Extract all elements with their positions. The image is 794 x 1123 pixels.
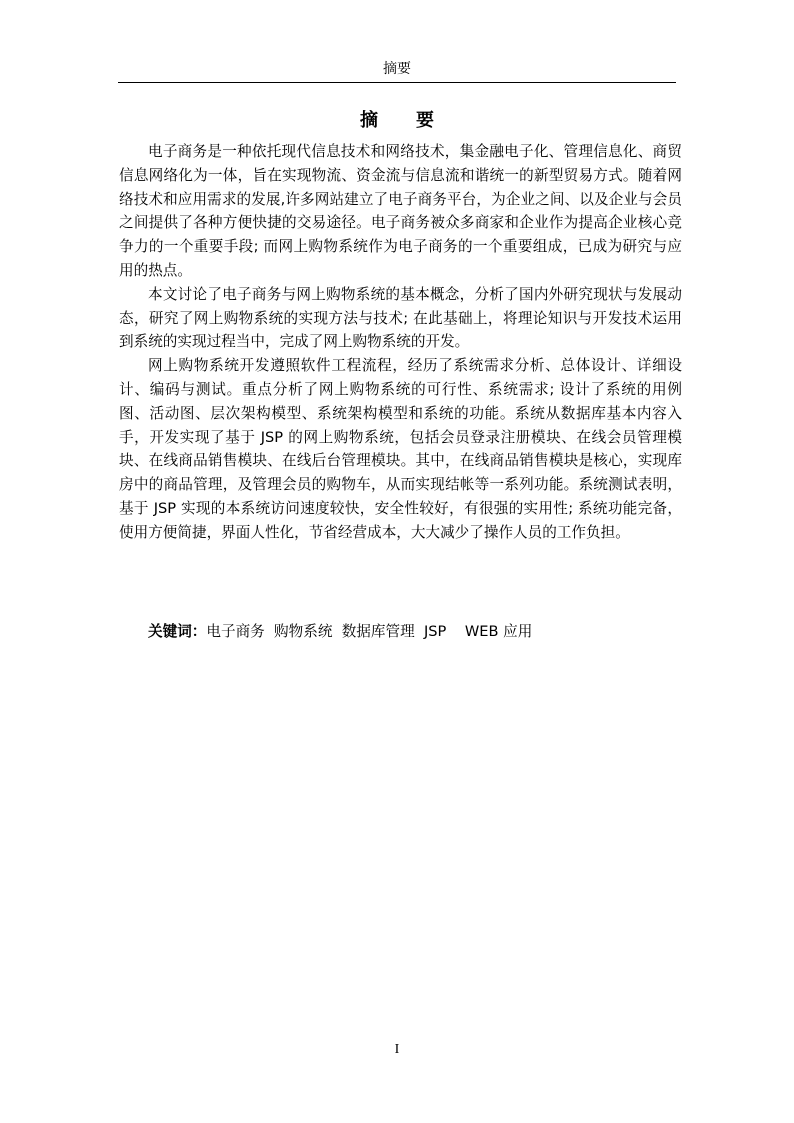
page-number: I [394, 1042, 400, 1057]
abstract-body [119, 140, 682, 545]
keywords-value: 电子商务 购物系统 数据库管理 JSP WEB 应用 [206, 623, 533, 640]
abstract-paragraph-3: 网上购物系统开发遵照软件工程流程，经历了系统需求分析、总体设计、详细设计、编码与测试。重点分析了网上购物系统的可行性、系统需求; 设计了系统的用例图、活动图、层次架构模型、系统架构模型和系统的功能。系统从数据库基本内容入手，开发实现了基于 JSP 的网上购物系统，包括会员登录注册模块、在线会员管理模块、在线商品销售模块、在线后台管理模块。其中，在线商品销售模块是核心，实现库房中的商品管理，及管理会员的购物车，从而实现结帐等一系列功能。系统测试表明，基于 JSP 实现的本系统访问速度较快，安全性较好，有很强的实用性; 系统功能完备，使用方便简捷，界面人性化，节省经营成本，大大减少了操作人员的工作负担。 [119, 357, 682, 541]
abstract-paragraph-1: 电子商务是一种依托现代信息技术和网络技术，集金融电子化、管理信息化、商贸信息网络化为一体，旨在实现物流、资金流与信息流和谐统一的新型贸易方式。随着网络技术和应用需求的发展,许多网站建立了电子商务平台，为企业之间、以及企业与会员之间提供了各种方便快捷的交易途径。电子商务被众多商家和企业作为提高企业核心竞争力的一个重要手段; 而网上购物系统作为电子商务的一个重要组成，已成为研究与应用的热点。 [119, 143, 682, 279]
running-header: 摘要 [383, 61, 411, 77]
title-char-2: 要 [416, 110, 434, 131]
page-title [0, 106, 794, 132]
abstract-paragraph-2: 本文讨论了电子商务与网上购物系统的基本概念，分析了国内外研究现状与发展动态，研究了网上购物系统的实现方法与技术; 在此基础上，将理论知识与开发技术运用到系统的实现过程当中，完成了网上购物系统的开发。 [119, 285, 682, 351]
header-divider [118, 82, 676, 83]
title-char-1: 摘 [360, 110, 378, 131]
keywords-label: 关键词： [148, 623, 207, 640]
keywords-line [148, 620, 532, 641]
